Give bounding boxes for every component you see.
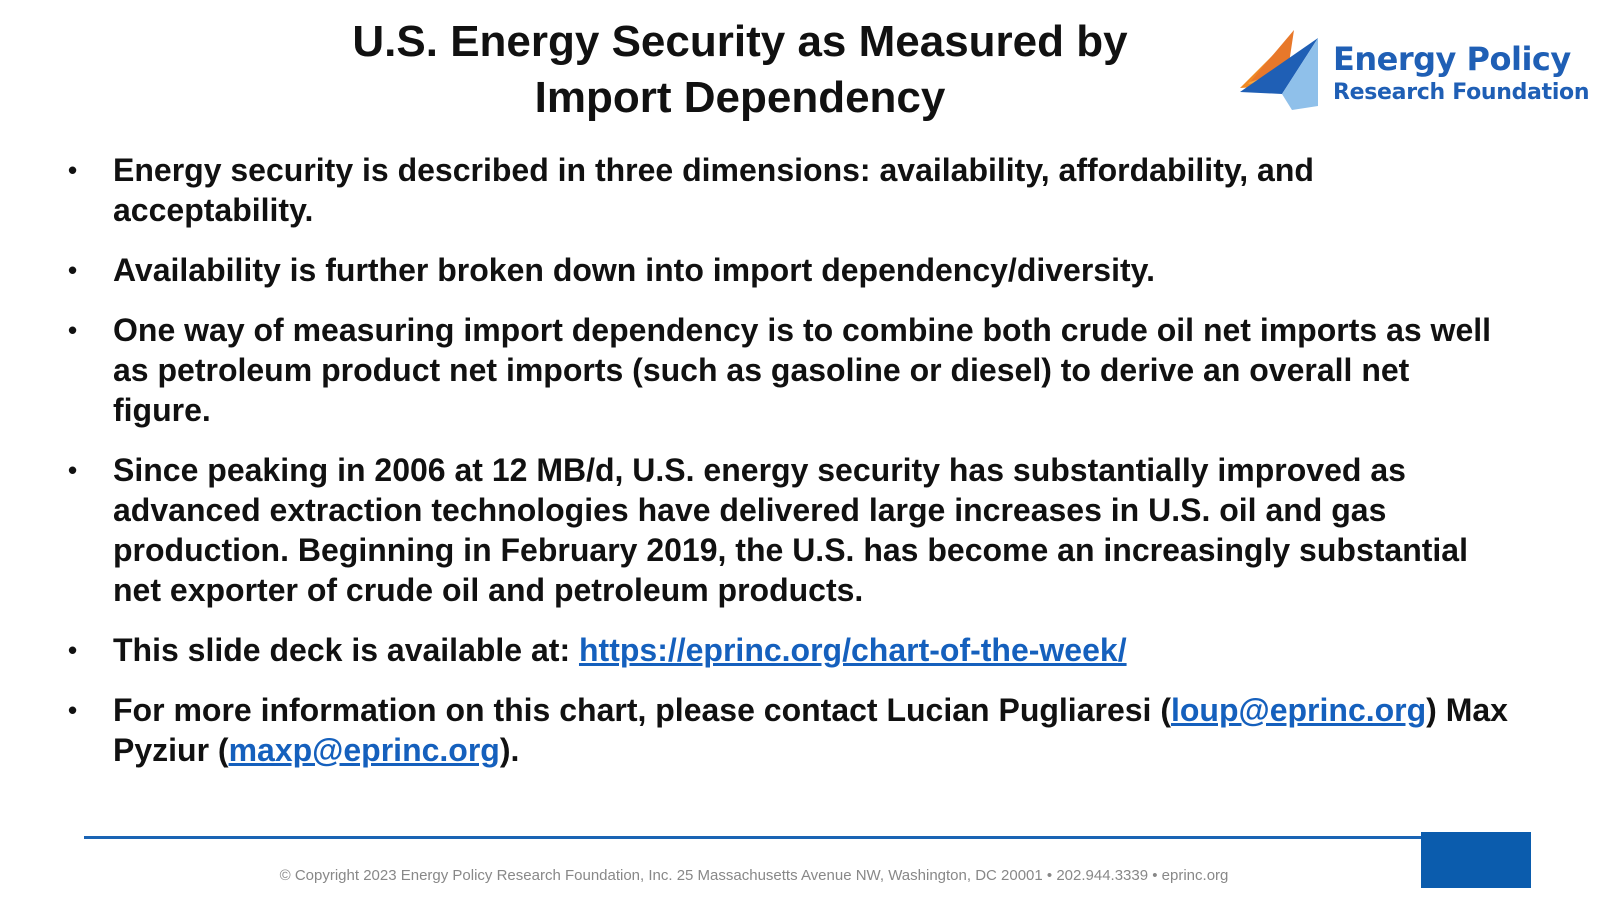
bullet-glyph: • <box>68 455 78 485</box>
bullet-glyph: • <box>68 155 78 185</box>
bullet-item <box>68 250 1508 290</box>
bullet-list <box>68 150 1508 790</box>
bullet-text: ) Max Pyziur ( <box>113 692 1508 768</box>
bullet-glyph: • <box>68 315 78 345</box>
bullet-glyph: • <box>68 255 78 285</box>
bullet-text: This slide deck is available at: <box>113 632 579 668</box>
slide-title <box>250 14 1230 126</box>
slide-title-line-2: Import Dependency <box>534 73 946 122</box>
bullet-item <box>68 690 1508 770</box>
contact-email-link-maxp[interactable]: maxp@eprinc.org <box>228 732 500 768</box>
bullet-glyph: • <box>68 695 78 725</box>
bullet-item <box>68 310 1508 430</box>
bullet-item <box>68 630 1508 670</box>
bullet-item <box>68 450 1508 610</box>
contact-email-link-loup[interactable]: loup@eprinc.org <box>1170 692 1427 728</box>
bullet-text: Availability is further broken down into import dependency/diversity. <box>113 252 1155 288</box>
bullet-item <box>68 150 1508 230</box>
paper-plane-logo-icon <box>1236 24 1328 116</box>
slide-title-line-1: U.S. Energy Security as Measured by <box>352 17 1128 66</box>
chart-of-the-week-link[interactable]: https://eprinc.org/chart-of-the-week/ <box>578 632 1127 668</box>
epfr-logo <box>1236 24 1590 116</box>
footer-corner-block <box>1421 832 1531 888</box>
bullet-text: ). <box>499 732 520 768</box>
bullet-text: Since peaking in 2006 at 12 MB/d, U.S. energy security has substantially improved as advanced extraction technologies have delivered large increases in U.S. oil and gas production. Beginning in February 2019, the U.S. has become an increasingly substantial net exporter of crude oil and petroleum products. <box>113 452 1468 608</box>
footer-copyright: © Copyright 2023 Energy Policy Research Foundation, Inc. 25 Massachusetts Avenue NW, Washington, DC 20001 • 202.944.3339 • eprinc.org <box>279 867 1229 884</box>
bullet-text: For more information on this chart, please contact Lucian Pugliaresi ( <box>113 692 1171 728</box>
logo-wordmark-line-2: Research Foundation <box>1333 80 1590 105</box>
logo-wordmark-line-1: Energy Policy <box>1333 40 1571 78</box>
bullet-text: Energy security is described in three dimensions: availability, affordability, and acceptability. <box>113 152 1314 228</box>
footer-divider <box>84 836 1424 839</box>
bullet-text: One way of measuring import dependency is to combine both crude oil net imports as well as petroleum product net imports (such as gasoline or diesel) to derive an overall net figure. <box>113 312 1492 428</box>
bullet-glyph: • <box>68 635 78 665</box>
